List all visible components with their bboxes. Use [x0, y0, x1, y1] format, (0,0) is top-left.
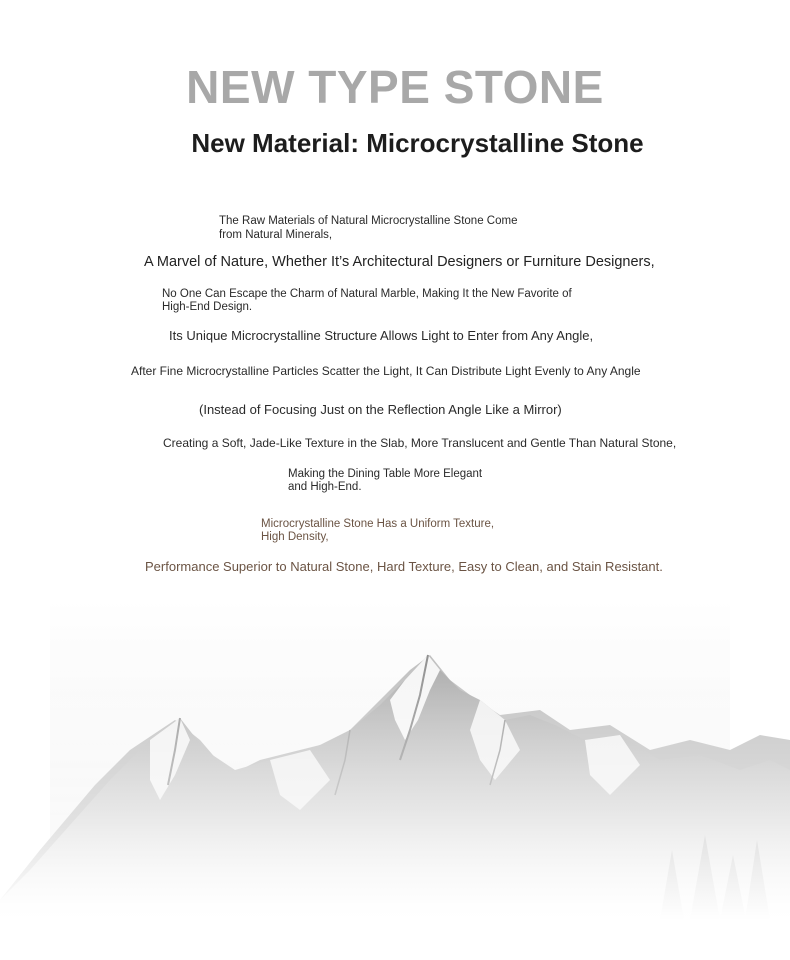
mirror-paragraph: (Instead of Focusing Just on the Reflection Angle Like a Mirror): [199, 402, 562, 417]
intro-line-2: from Natural Minerals,: [219, 229, 333, 241]
scatter-paragraph: After Fine Microcrystalline Particles Scatter the Light, It Can Distribute Light Evenly to Any Angle: [131, 364, 641, 378]
dining-line-1: Making the Dining Table More Elegant: [288, 468, 483, 480]
page-subtitle: New Material: Microcrystalline Stone: [191, 128, 644, 158]
charm-line-2: High-End Design.: [162, 301, 253, 313]
charm-line-1: No One Can Escape the Charm of Natural Marble, Making It the New Favorite of: [162, 288, 572, 300]
page-title: NEW TYPE STONE: [186, 61, 604, 113]
performance-paragraph: Performance Superior to Natural Stone, Hard Texture, Easy to Clean, and Stain Resistant.: [145, 559, 663, 574]
texture-line-2: High Density,: [261, 531, 329, 543]
dining-line-2: and High-End.: [288, 481, 362, 493]
jade-paragraph: Creating a Soft, Jade-Like Texture in the Slab, More Translucent and Gentle Than Natural Stone,: [163, 436, 677, 450]
texture-line-1: Microcrystalline Stone Has a Uniform Texture,: [261, 518, 495, 530]
marvel-paragraph: A Marvel of Nature, Whether It’s Architectural Designers or Furniture Designers,: [144, 254, 655, 270]
intro-line-1: The Raw Materials of Natural Microcrystalline Stone Come: [219, 215, 518, 227]
snowy-mountain-icon: [0, 600, 790, 920]
structure-paragraph: Its Unique Microcrystalline Structure Allows Light to Enter from Any Angle,: [169, 328, 594, 343]
